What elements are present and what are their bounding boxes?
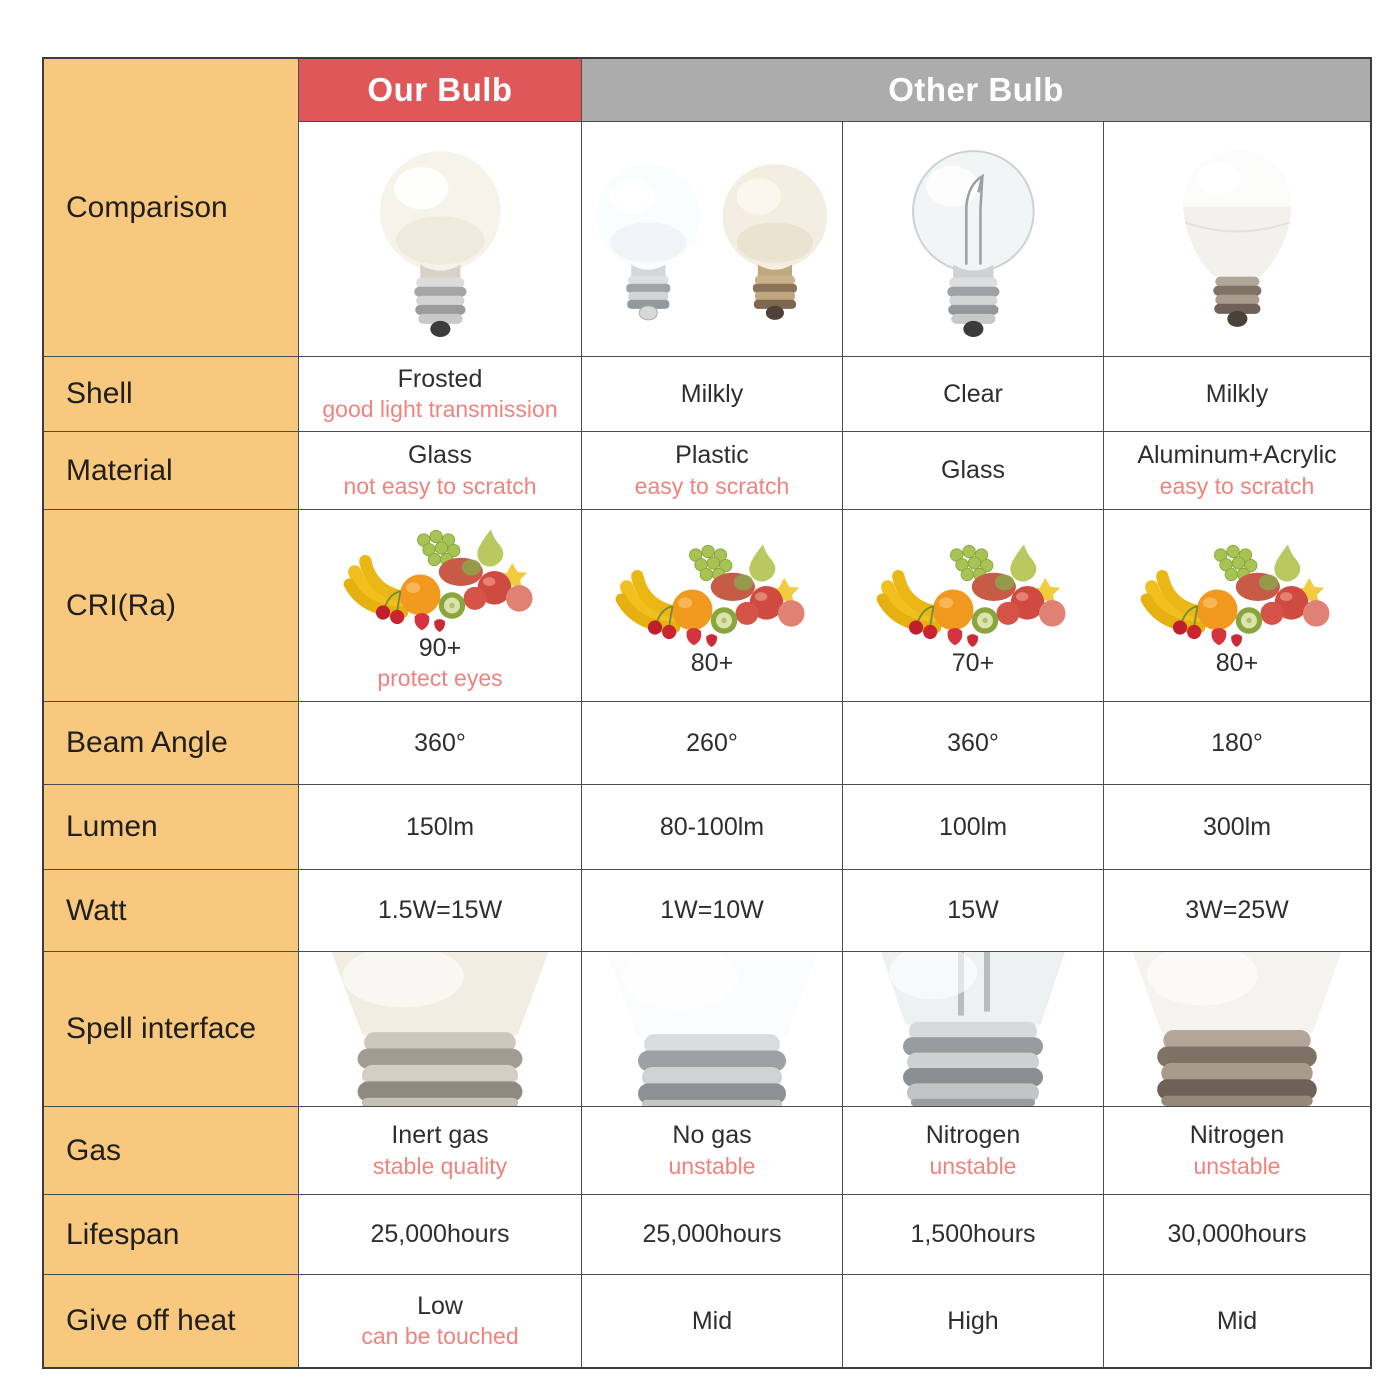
gas-other2-value: Nitrogen [925,1121,1021,1150]
cell-beam-other3 [1104,702,1370,785]
row-label-lifespan [44,1195,299,1275]
row-label-comparison [44,59,299,357]
our-bulb-header-text: Our Bulb [367,71,513,108]
watt-our-value: 1.5W=15W [377,896,503,925]
other-bulb-clear-image-cell [843,122,1104,357]
beam-other1-value: 260° [686,728,738,757]
cri-label-text: CRI(Ra) [66,588,176,622]
fruit-cluster-icon [610,532,815,647]
material-other1-note: easy to scratch [634,472,790,499]
material-our-value: Glass [408,441,472,470]
spell-interface-label-text: Spell interface [66,1012,257,1045]
cri-other2-value: 70+ [951,648,995,677]
cell-gas-our [299,1107,582,1195]
cell-heat-our [299,1275,582,1367]
shell-other3-value: Milkly [1205,379,1269,408]
row-label-shell [44,357,299,432]
gas-label-text: Gas [66,1133,122,1167]
cell-gas-other2 [843,1107,1104,1195]
row-label-cri [44,510,299,702]
row-label-give-off-heat [44,1275,299,1367]
watt-other1-value: 1W=10W [660,896,764,925]
cell-shell-other3 [1104,357,1370,432]
cell-spell-other3 [1104,952,1370,1107]
lifespan-other1-value: 25,000hours [642,1220,782,1249]
lifespan-label-text: Lifespan [66,1217,180,1251]
heat-other2-value: High [947,1306,999,1335]
cell-material-our [299,432,582,510]
screw-base-closeup-icon [843,952,1103,1106]
lifespan-other2-value: 1,500hours [910,1220,1036,1249]
cell-cri-our [299,510,582,702]
material-other2-value: Glass [941,456,1005,485]
fruit-cluster-icon [1135,532,1340,647]
gas-other3-value: Nitrogen [1189,1121,1285,1150]
cell-lumen-other1 [582,785,843,870]
cell-heat-other2 [843,1275,1104,1367]
other-bulb-led-image-cell [1104,122,1370,357]
header-other-bulb [582,59,1370,122]
beam-our-value: 360° [414,728,466,757]
material-other1-value: Plastic [675,441,749,470]
other-bulb-milky-image-cell [582,122,843,357]
cell-beam-other2 [843,702,1104,785]
row-label-beam-angle [44,702,299,785]
cell-material-other2 [843,432,1104,510]
row-label-material [44,432,299,510]
cell-material-other1 [582,432,843,510]
lumen-label-text: Lumen [66,810,158,843]
cell-lumen-other3 [1104,785,1370,870]
watt-other2-value: 15W [947,896,999,925]
cri-our-value: 90+ [418,633,462,662]
row-label-lumen [44,785,299,870]
heat-our-value: Low [417,1291,463,1320]
screw-base-closeup-icon [299,952,581,1106]
frosted-bulb-icon [365,136,516,342]
cell-shell-other1 [582,357,843,432]
cri-other1-value: 80+ [690,648,734,677]
cell-heat-other3 [1104,1275,1370,1367]
material-other3-note: easy to scratch [1159,472,1315,499]
material-other3-value: Aluminum+Acrylic [1137,441,1337,470]
beam-other3-value: 180° [1211,728,1263,757]
material-our-note: not easy to scratch [343,472,537,499]
watt-label-text: Watt [66,893,127,927]
cell-cri-other2 [843,510,1104,702]
row-label-gas [44,1107,299,1195]
beam-other2-value: 360° [947,728,999,757]
lifespan-other3-value: 30,000hours [1167,1220,1307,1249]
screw-base-closeup-icon [582,952,842,1106]
cell-lifespan-our [299,1195,582,1275]
other-bulb-header-text: Other Bulb [888,71,1064,108]
heat-other1-value: Mid [691,1306,733,1335]
row-label-spell-interface [44,952,299,1107]
lumen-other3-value: 300lm [1202,812,1272,841]
row-label-watt [44,870,299,952]
cell-beam-other1 [582,702,843,785]
cell-lifespan-other3 [1104,1195,1370,1275]
lumen-our-value: 150lm [405,812,475,841]
cell-cri-other1 [582,510,843,702]
comparison-label-text: Comparison [66,190,228,224]
gas-our-note: stable quality [372,1152,508,1179]
lumen-other2-value: 100lm [938,812,1008,841]
fruit-cluster-icon [338,517,543,632]
material-label-text: Material [66,453,173,487]
cri-our-note: protect eyes [377,665,503,692]
give-off-heat-label-text: Give off heat [66,1304,236,1337]
gas-other2-note: unstable [929,1152,1017,1179]
gas-other3-note: unstable [1193,1152,1281,1179]
shell-other2-value: Clear [943,379,1003,408]
cell-cri-other3 [1104,510,1370,702]
lumen-other1-value: 80-100lm [659,812,765,841]
cell-material-other3 [1104,432,1370,510]
screw-base-closeup-icon [1104,952,1370,1106]
lifespan-our-value: 25,000hours [370,1220,510,1249]
heat-other3-value: Mid [1216,1306,1258,1335]
cell-shell-our [299,357,582,432]
cell-spell-our [299,952,582,1107]
heat-our-note: can be touched [361,1323,519,1350]
cell-lifespan-other2 [843,1195,1104,1275]
cell-gas-other3 [1104,1107,1370,1195]
cell-lumen-our [299,785,582,870]
clear-incandescent-bulb-icon [898,136,1049,342]
cell-beam-our [299,702,582,785]
cell-spell-other2 [843,952,1104,1107]
cell-shell-other2 [843,357,1104,432]
gas-other1-value: No gas [672,1121,752,1150]
our-bulb-image-cell [299,122,582,357]
cell-spell-other1 [582,952,843,1107]
cell-watt-other3 [1104,870,1370,952]
shell-label-text: Shell [66,377,133,410]
milky-led-bulb-icon [1162,136,1313,342]
shell-our-value: Frosted [397,364,483,393]
watt-other3-value: 3W=25W [1185,896,1289,925]
comparison-table [42,57,1372,1369]
cell-watt-other1 [582,870,843,952]
cell-heat-other1 [582,1275,843,1367]
gas-other1-note: unstable [668,1152,756,1179]
gas-our-value: Inert gas [391,1121,489,1150]
beam-angle-label-text: Beam Angle [66,726,228,759]
shell-our-note: good light transmission [322,396,558,423]
cell-lifespan-other1 [582,1195,843,1275]
two-milky-bulbs-icon [586,136,837,342]
cell-gas-other1 [582,1107,843,1195]
cell-lumen-other2 [843,785,1104,870]
cell-watt-other2 [843,870,1104,952]
shell-other1-value: Milkly [680,379,744,408]
fruit-cluster-icon [871,532,1076,647]
header-our-bulb [299,59,582,122]
cell-watt-our [299,870,582,952]
cri-other3-value: 80+ [1215,648,1259,677]
